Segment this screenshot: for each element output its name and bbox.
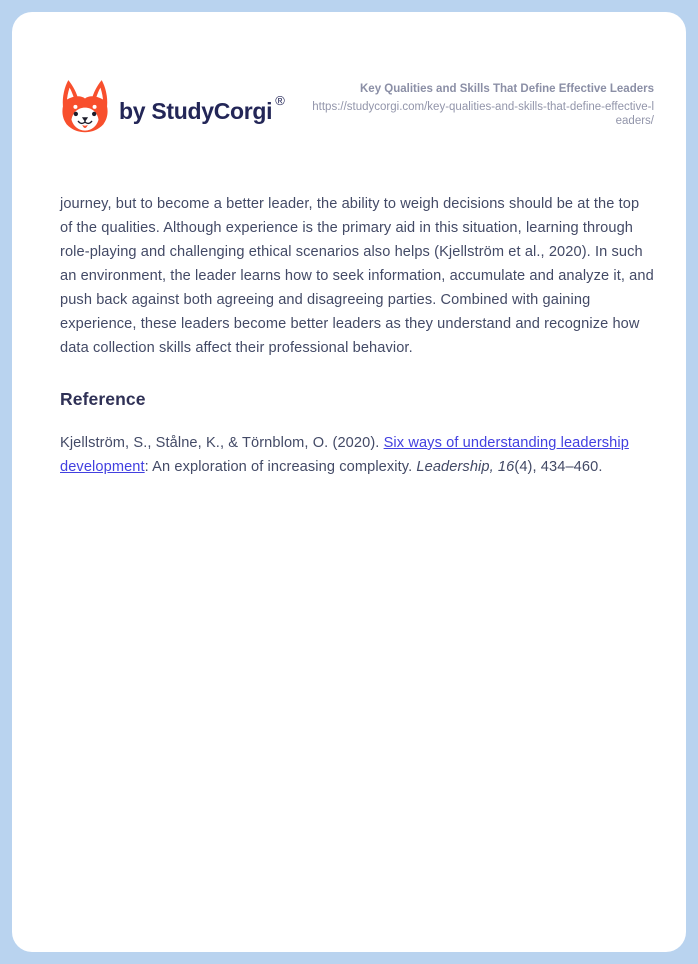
brand-wordmark [119, 72, 285, 140]
brand-by-text: by StudyCorgi [119, 98, 273, 124]
registered-trademark-symbol: ® [275, 93, 285, 108]
citation-journal-volume: Leadership, 16 [416, 459, 515, 475]
reference-citation [60, 431, 654, 479]
corgi-head-icon [60, 77, 110, 135]
citation-issue-pages: (4), 434–460. [514, 459, 603, 475]
essay-paragraph: journey, but to become a better leader, the ability to weigh decisions should be at the top of the qualities. Although experience is the primary aid in this situation, learning through role-playing and challenging ethical scenarios also helps (Kjellström et al., 2020). In such an environment, the leader learns how to seek information, accumulate and analyze it, and push back against both agreeing and disagreeing parties. Combined with gaining experience, these leaders become better leaders as they understand and recognize how data collection skills affect their professional behavior. [60, 196, 654, 356]
document-header [60, 72, 654, 140]
document-url-link[interactable]: https://studycorgi.com/key-qualities-and-skills-that-define-effective-leaders/ [312, 101, 654, 128]
studycorgi-brand [60, 72, 285, 140]
document-meta [312, 72, 654, 128]
reference-heading: Reference [60, 389, 146, 409]
document-card [12, 12, 686, 952]
citation-subtitle: : An exploration of increasing complexity. [144, 459, 417, 475]
document-title: Key Qualities and Skills That Define Effective Leaders [360, 83, 654, 95]
citation-authors: Kjellström, S., Stålne, K., & Törnblom, O. (2020). [60, 435, 384, 451]
citation-source-link[interactable]: Six ways of understanding leadership development [60, 435, 629, 475]
